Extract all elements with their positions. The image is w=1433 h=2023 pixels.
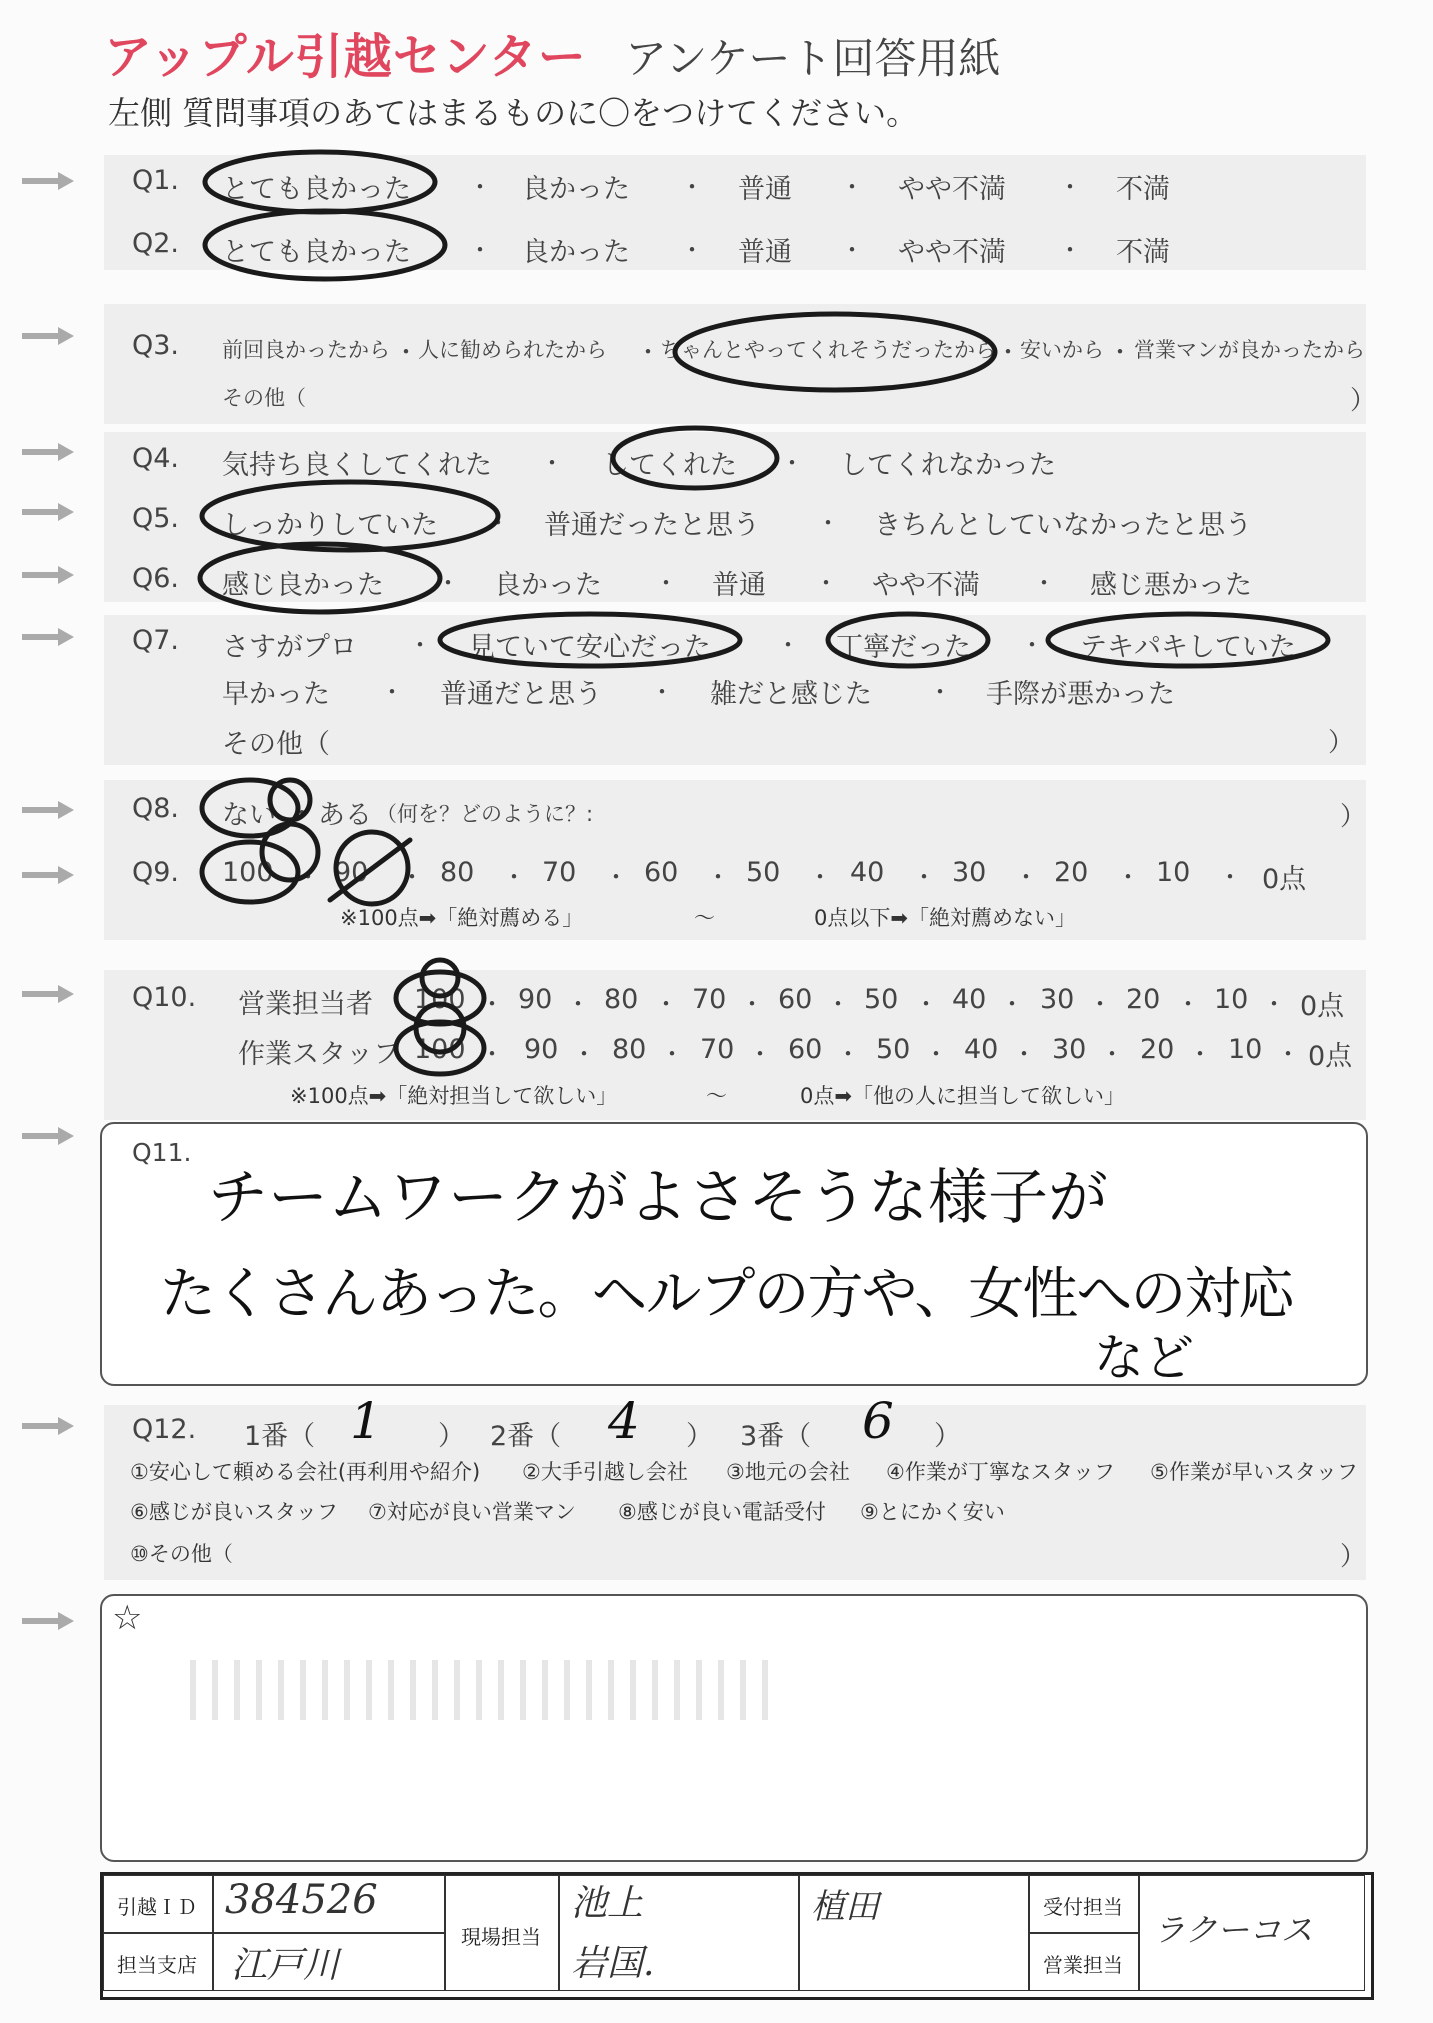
arrow-icon <box>22 866 74 884</box>
separator-dot: ・ <box>840 173 864 201</box>
q12-close: ） <box>686 1421 713 1452</box>
arrow-icon <box>22 1127 74 1145</box>
separator-dot: ・ <box>1276 1040 1300 1068</box>
free-comment-box[interactable] <box>100 1594 1368 1862</box>
separator-dot: ・ <box>650 678 674 706</box>
separator-dot: ・ <box>660 1040 684 1068</box>
q1-option[interactable]: やや不満 <box>898 174 1006 205</box>
q7-option[interactable]: 丁寧だった <box>836 632 971 663</box>
q9-score[interactable]: 30 <box>952 857 987 888</box>
q10-staff-score[interactable]: 40 <box>964 1034 999 1065</box>
separator-dot: ・ <box>1032 569 1056 597</box>
q7-option[interactable]: 雑だと感じた <box>710 679 872 710</box>
q10-staff-score[interactable]: 80 <box>612 1034 647 1065</box>
q2-option[interactable]: とても良かった <box>222 237 411 268</box>
q3-option[interactable]: 安いから <box>1020 338 1104 362</box>
q12-choice: ⑥感じが良いスタッフ <box>130 1500 338 1524</box>
q4-label: Q4. <box>132 443 180 474</box>
q8-label: Q8. <box>132 793 180 824</box>
separator-dot: ・ <box>924 1040 948 1068</box>
separator-dot: ・ <box>1058 173 1082 201</box>
separator-dot: ・ <box>566 990 590 1018</box>
q1-option[interactable]: 良かった <box>522 174 630 205</box>
separator-dot: ・ <box>408 631 432 659</box>
move-id-label: 引越ＩＤ <box>117 1895 197 1919</box>
q10-sales-score[interactable]: 100 <box>414 984 466 1015</box>
separator-dot: ・ <box>1088 990 1112 1018</box>
separator-dot: ・ <box>1058 236 1082 264</box>
q8-detail[interactable]: （何を？どのように？: <box>376 802 594 826</box>
separator-dot: ・ <box>1188 1040 1212 1068</box>
q7-option[interactable]: テキパキしていた <box>1080 632 1296 663</box>
separator-dot: ・ <box>776 631 800 659</box>
q12-close: ） <box>438 1421 465 1452</box>
q9-score[interactable]: 10 <box>1156 857 1191 888</box>
q9-score[interactable]: 60 <box>644 857 679 888</box>
staff-info-table <box>100 1872 1374 2000</box>
company-title: アップル引越センター <box>104 29 587 85</box>
site-staff-label: 現場担当 <box>461 1925 541 1949</box>
q3-other[interactable]: その他（ <box>222 386 306 410</box>
q5-option[interactable]: 普通だったと思う <box>544 510 760 541</box>
q12-close: ） <box>934 1421 961 1452</box>
arrow-icon <box>22 503 74 521</box>
separator-dot: ・ <box>436 569 460 597</box>
q12-rank1-value[interactable]: 1 <box>350 1392 382 1450</box>
q12-choice: ⑨とにかく安い <box>860 1500 1005 1524</box>
separator-dot: ・ <box>654 569 678 597</box>
q8-option[interactable]: ある <box>318 800 372 831</box>
q4-option[interactable]: してくれた <box>602 450 737 481</box>
separator-dot: ・ <box>748 1040 772 1068</box>
q3-option[interactable]: 人に勧められたから <box>418 338 607 362</box>
q10-staff-score[interactable]: 90 <box>524 1034 559 1065</box>
q10-sales-score[interactable]: 80 <box>604 984 639 1015</box>
separator-dot: ・ <box>480 1040 504 1068</box>
q12-rank2-label: 2番（ <box>490 1421 562 1452</box>
q7-option[interactable]: 早かった <box>222 679 330 710</box>
arrow-icon <box>22 1612 74 1630</box>
separator-dot: ・ <box>814 569 838 597</box>
q12-other[interactable]: ⑩その他（ <box>130 1542 233 1566</box>
q12-choice: ③地元の会社 <box>726 1460 850 1484</box>
arrow-icon <box>22 172 74 190</box>
q7-option[interactable]: 手際が悪かった <box>986 679 1175 710</box>
q1-option[interactable]: 不満 <box>1116 174 1170 205</box>
q2-option[interactable]: 良かった <box>522 237 630 268</box>
q9-score[interactable]: 20 <box>1054 857 1089 888</box>
q10-staff-score[interactable]: 30 <box>1052 1034 1087 1065</box>
q12-choice: ④作業が丁寧なスタッフ <box>886 1460 1115 1484</box>
q5-label: Q5. <box>132 503 180 534</box>
separator-dot: ・ <box>680 173 704 201</box>
q12-choice: ①安心して頼める会社(再利用や紹介) <box>130 1460 481 1484</box>
q12-choice: ⑤作業が早いスタッフ <box>1150 1460 1358 1484</box>
close-paren: ） <box>1340 802 1367 832</box>
separator-dot: ・ <box>654 990 678 1018</box>
close-paren: ） <box>1350 386 1377 416</box>
q9-score[interactable]: 50 <box>746 857 781 888</box>
q6-option[interactable]: やや不満 <box>872 570 980 601</box>
separator-dot: ・ <box>290 799 314 827</box>
q9-score[interactable]: 70 <box>542 857 577 888</box>
q12-rank1-label: 1番（ <box>244 1421 316 1452</box>
q2-label: Q2. <box>132 228 180 259</box>
sales-label: 営業担当 <box>1043 1953 1123 1977</box>
q10-staff-score[interactable]: 50 <box>876 1034 911 1065</box>
q10-sales-score[interactable]: 0点 <box>1300 991 1345 1022</box>
q8-option[interactable]: ない <box>222 800 276 831</box>
branch-value: 江戸川 <box>231 1945 340 1986</box>
q3-option[interactable]: ちゃんとやってくれそうだったから <box>660 338 996 362</box>
separator-dot: ・ <box>1014 863 1038 891</box>
q10-note-right: 0点➡「他の人に担当して欲しい」 <box>800 1084 1125 1108</box>
q3-label: Q3. <box>132 330 180 361</box>
q11-label: Q11. <box>132 1138 192 1167</box>
q12-rank3-label: 3番（ <box>740 1421 812 1452</box>
q10-sales-score[interactable]: 70 <box>692 984 727 1015</box>
q5-option[interactable]: きちんとしていなかったと思う <box>874 510 1252 541</box>
q12-rank2-value[interactable]: 4 <box>608 1392 640 1450</box>
q4-option[interactable]: してくれなかった <box>840 450 1056 481</box>
form-subtitle: アンケート回答用紙 <box>625 34 1001 83</box>
q10-sales-score[interactable]: 20 <box>1126 984 1161 1015</box>
separator-dot: ・ <box>706 863 730 891</box>
q10-sales-score[interactable]: 40 <box>952 984 987 1015</box>
q9-score[interactable]: 90 <box>334 857 369 888</box>
q10-sales-score[interactable]: 10 <box>1214 984 1249 1015</box>
q9-note-right: 0点以下➡「絶対薦めない」 <box>814 906 1076 930</box>
reception-label: 受付担当 <box>1043 1895 1123 1919</box>
separator-dot: ・ <box>996 338 1020 366</box>
separator-dot: ・ <box>1262 990 1286 1018</box>
q1-option[interactable]: 普通 <box>738 174 792 205</box>
separator-dot: ・ <box>840 236 864 264</box>
faint-erased-text <box>190 1660 770 1720</box>
separator-dot: ・ <box>780 449 804 477</box>
separator-dot: ・ <box>540 449 564 477</box>
q11-handwriting-line1: チームワークがよさそうな様子が <box>208 1163 1108 1233</box>
separator-dot: ・ <box>502 863 526 891</box>
q10-sales-score[interactable]: 90 <box>518 984 553 1015</box>
q3-option[interactable]: 前回良かったから <box>222 338 390 362</box>
q1-option[interactable]: とても良かった <box>222 174 411 205</box>
q10-staff-score[interactable]: 10 <box>1228 1034 1263 1065</box>
separator-dot: ・ <box>400 863 424 891</box>
separator-dot: ・ <box>468 173 492 201</box>
separator-dot: ・ <box>816 509 840 537</box>
q10-staff-score[interactable]: 0点 <box>1308 1041 1353 1072</box>
instruction-text: 左側 質問事項のあてはまるものに〇をつけてください。 <box>108 94 919 132</box>
site-staff-value: 池上 <box>571 1883 644 1924</box>
q9-score[interactable]: 0点 <box>1262 864 1307 895</box>
q10-note-left: ※100点➡「絶対担当して欲しい」 <box>290 1084 618 1108</box>
q2-option[interactable]: 不満 <box>1116 237 1170 268</box>
q3-option[interactable]: 営業マンが良かったから <box>1134 338 1365 362</box>
q12-choice: ⑧感じが良い電話受付 <box>618 1500 826 1524</box>
move-id-value: 384526 <box>225 1877 378 1923</box>
separator-dot: ・ <box>680 236 704 264</box>
q6-option[interactable]: 普通 <box>712 570 766 601</box>
separator-dot: ・ <box>1108 338 1132 366</box>
q7-label: Q7. <box>132 625 180 656</box>
q7-other[interactable]: その他（ <box>222 729 330 760</box>
separator-dot: ・ <box>468 236 492 264</box>
q10-staff-score[interactable]: 100 <box>414 1034 466 1065</box>
q12-choice: ②大手引越し会社 <box>522 1460 688 1484</box>
separator-dot: ・ <box>740 990 764 1018</box>
close-paren: ） <box>1340 1542 1367 1572</box>
q4-option[interactable]: 気持ち良くしてくれた <box>222 450 492 481</box>
q6-option[interactable]: 感じ悪かった <box>1090 570 1252 601</box>
q9-tilde: ～ <box>694 906 715 930</box>
q10-staff-score[interactable]: 60 <box>788 1034 823 1065</box>
separator-dot: ・ <box>380 678 404 706</box>
q6-label: Q6. <box>132 563 180 594</box>
separator-dot: ・ <box>1116 863 1140 891</box>
q11-handwriting-line2: たくさんあった。ヘルプの方や、女性への対応 <box>160 1262 1293 1327</box>
q11-handwriting-line3: など <box>1094 1329 1194 1387</box>
q10-row-label: 作業スタッフ <box>238 1039 400 1070</box>
separator-dot: ・ <box>928 678 952 706</box>
q9-score[interactable]: 80 <box>440 857 475 888</box>
arrow-icon <box>22 628 74 646</box>
star-icon: ☆ <box>112 1598 143 1638</box>
separator-dot: ・ <box>486 509 510 537</box>
q7-option[interactable]: 見ていて安心だった <box>468 632 711 663</box>
arrow-icon <box>22 566 74 584</box>
q5-option[interactable]: しっかりしていた <box>222 510 438 541</box>
separator-dot: ・ <box>604 863 628 891</box>
q12-choice: ⑦対応が良い営業マン <box>368 1500 576 1524</box>
q12-rank3-value[interactable]: 6 <box>862 1392 894 1450</box>
q9-label: Q9. <box>132 857 180 888</box>
separator-dot: ・ <box>1100 1040 1124 1068</box>
site-staff-value: 岩国. <box>571 1943 655 1984</box>
q10-tilde: ～ <box>706 1084 727 1108</box>
q9-note-left: ※100点➡「絶対薦める」 <box>340 906 584 930</box>
arrow-icon <box>22 1417 74 1435</box>
q10-row-label: 営業担当者 <box>238 989 373 1020</box>
separator-dot: ・ <box>480 990 504 1018</box>
q1-label: Q1. <box>132 165 180 196</box>
separator-dot: ・ <box>836 1040 860 1068</box>
separator-dot: ・ <box>808 863 832 891</box>
q6-option[interactable]: 感じ良かった <box>222 570 384 601</box>
separator-dot: ・ <box>914 990 938 1018</box>
arrow-icon <box>22 443 74 461</box>
q10-label: Q10. <box>132 982 197 1013</box>
separator-dot: ・ <box>1176 990 1200 1018</box>
separator-dot: ・ <box>1000 990 1024 1018</box>
separator-dot: ・ <box>912 863 936 891</box>
q6-option[interactable]: 良かった <box>494 570 602 601</box>
separator-dot: ・ <box>572 1040 596 1068</box>
separator-dot: ・ <box>394 338 418 366</box>
branch-label: 担当支店 <box>117 1953 197 1977</box>
arrow-icon <box>22 801 74 819</box>
q12-label: Q12. <box>132 1414 197 1445</box>
close-paren: ） <box>1328 728 1355 758</box>
q7-option[interactable]: さすがプロ <box>222 632 357 663</box>
reception-value: ラクーコス <box>1153 1911 1314 1949</box>
q2-option[interactable]: やや不満 <box>898 237 1006 268</box>
q10-sales-score[interactable]: 60 <box>778 984 813 1015</box>
q10-sales-score[interactable]: 50 <box>864 984 899 1015</box>
site-staff-value: 植田 <box>811 1887 879 1927</box>
q9-score[interactable]: 40 <box>850 857 885 888</box>
separator-dot: ・ <box>1020 631 1044 659</box>
q2-option[interactable]: 普通 <box>738 237 792 268</box>
q10-staff-score[interactable]: 20 <box>1140 1034 1175 1065</box>
q9-score[interactable]: 100 <box>222 857 274 888</box>
separator-dot: ・ <box>1012 1040 1036 1068</box>
arrow-icon <box>22 327 74 345</box>
q7-option[interactable]: 普通だと思う <box>440 679 602 710</box>
separator-dot: ・ <box>826 990 850 1018</box>
q10-sales-score[interactable]: 30 <box>1040 984 1075 1015</box>
arrow-icon <box>22 985 74 1003</box>
separator-dot: ・ <box>1218 863 1242 891</box>
q10-staff-score[interactable]: 70 <box>700 1034 735 1065</box>
separator-dot: ・ <box>636 338 660 366</box>
separator-dot: ・ <box>296 863 320 891</box>
